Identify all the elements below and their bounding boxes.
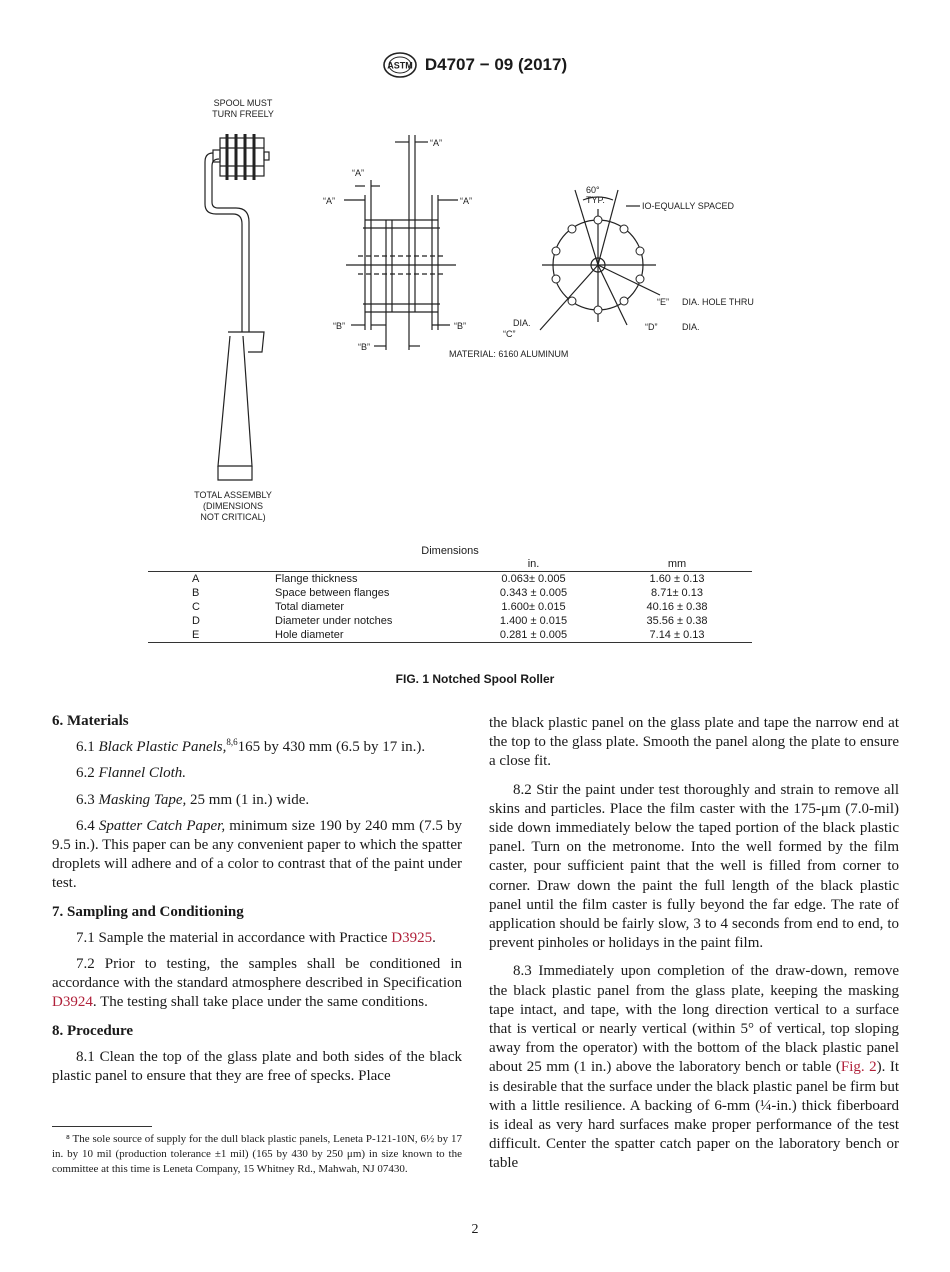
label-a-upper: “A” bbox=[352, 168, 364, 178]
label-b-bottom: “B” bbox=[358, 342, 370, 352]
para-8-1-cont: the black plastic panel on the glass plate and tape the narrow end at the top to the glass plate. Smooth the panel along the plate to ensure a close fit. bbox=[489, 715, 899, 770]
page-number: 2 bbox=[471, 1222, 479, 1237]
para-8-1: 8.1 Clean the top of the glass plate and both sides of the black plastic panel to ensure that they are free of specks. Place bbox=[52, 1048, 462, 1085]
link-fig-2[interactable]: Fig. 2 bbox=[840, 1059, 877, 1076]
col-in: in. bbox=[527, 558, 540, 570]
roller-assembly-drawing bbox=[205, 134, 269, 480]
col-mm: mm bbox=[667, 558, 687, 570]
designation: D4707 − 09 (2017) bbox=[424, 55, 568, 74]
label-c: “C” bbox=[503, 329, 516, 339]
spool-note-line2: TURN FREELY bbox=[212, 109, 274, 119]
para-7-2: 7.2 Prior to testing, the samples shall be conditioned in accordance with the standard atmosphere described in Specification D3924. The testing shall take place under the same conditions. bbox=[52, 956, 462, 1011]
spool-note-line1: SPOOL MUST bbox=[213, 98, 273, 108]
dia-hole-label: DIA. HOLE THRU bbox=[682, 297, 754, 307]
dimensions-table bbox=[148, 545, 752, 643]
dia-label-d: DIA. bbox=[682, 322, 700, 332]
para-6-3: 6.3 Masking Tape, 25 mm (1 in.) wide. bbox=[76, 791, 310, 808]
table-row: E Hole diameter 0.281 ± 0.005 7.14 ± 0.13 bbox=[148, 628, 752, 643]
left-column bbox=[52, 712, 462, 1086]
para-6-2: 6.2 Flannel Cloth. bbox=[76, 765, 186, 782]
table-row: A Flange thickness 0.063± 0.005 1.60 ± 0.13 bbox=[192, 573, 705, 585]
right-column bbox=[489, 714, 899, 1174]
label-a-right: “A” bbox=[460, 196, 472, 206]
assembly-note-line3: NOT CRITICAL) bbox=[200, 512, 266, 522]
label-b-left: “B” bbox=[333, 321, 345, 331]
table-row: D Diameter under notches 1.400 ± 0.015 35.56 ± 0.38 bbox=[192, 615, 708, 627]
table-header-row bbox=[148, 557, 752, 572]
dia-label-c: DIA. bbox=[513, 318, 531, 328]
assembly-note-line1: TOTAL ASSEMBLY bbox=[194, 490, 272, 500]
footnote: ⁸ The sole source of supply for the dull black plastic panels, Leneta P-121-10N, 6½ by 17 in. by 10 mil (production tolerance ±1 mil) (165 by 430 by 250 μm) in size known to the committee at this time is Leneta Company, 15 Whitney Rd., Mahwah, NJ 07430. bbox=[52, 1133, 462, 1175]
link-d3924[interactable]: D3924 bbox=[52, 994, 93, 1011]
section-7-title: 7. Sampling and Conditioning bbox=[52, 903, 244, 920]
assembly-note-line2: (DIMENSIONS bbox=[202, 501, 264, 511]
material-label: MATERIAL: 6160 ALUMINUM bbox=[449, 349, 569, 359]
angle-label-line1: 60° bbox=[586, 185, 600, 195]
dimensions-title: Dimensions bbox=[421, 545, 479, 557]
svg-text:ASTM: ASTM bbox=[387, 60, 413, 71]
table-row: B Space between flanges 0.343 ± 0.005 8.71± 0.13 bbox=[192, 587, 703, 599]
label-d: “D” bbox=[645, 322, 658, 332]
footnote-divider bbox=[52, 1126, 152, 1127]
para-7-1: 7.1 Sample the material in accordance with Practice D3925. bbox=[76, 929, 436, 946]
para-8-3: 8.3 Immediately upon completion of the draw-down, remove the black plastic panel from the glass plate, keeping the masking tape intact, and tape, with the long direction vertical to a surface that is vertical or nearly vertical (within 5° of vertical, top sloping away from the operator) with the bottom of the black plastic panel about 25 mm (1 in.) above the laboratory bench or table (Fig. 2). It is desirable that the surface under the black plastic panel be firm but with a little resilience. A backing of 6-mm (¼-in.) thick fiberboard is ideal as very hard surfaces make proper performance of the test difficult. Center the spatter catch paper on the laboratory bench or table bbox=[489, 963, 899, 1172]
section-6-title: 6. Materials bbox=[52, 713, 129, 729]
table-row: C Total diameter 1.600± 0.015 40.16 ± 0.38 bbox=[192, 601, 708, 613]
label-a-top: “A” bbox=[430, 138, 442, 148]
label-e: “E” bbox=[657, 297, 669, 307]
para-8-2: 8.2 Stir the paint under test thoroughly and strain to remove all skins and particles. Place the film caster with the 175-μm (7.0-mil) side down immediately below the taped portion of the black plastic panel. Turn on the metronome. Into the well formed by the film caster, pour sufficient paint that the well is filled from corner to corner. Draw down the paint the full length of the black plastic panel until the film caster is fully beyond the far edge. The rate of application should be fairly slow, 3 to 4 seconds from end to end, to prevent pinholes or holidays in the paint film. bbox=[489, 781, 899, 952]
link-d3925[interactable]: D3925 bbox=[391, 929, 433, 946]
para-6-1: 6.1 Black Plastic Panels,$^{8,6}$165 by 430 mm (6.5 by 17 in.). bbox=[76, 737, 426, 756]
section-8-title: 8. Procedure bbox=[52, 1022, 134, 1039]
label-b-right: “B” bbox=[454, 321, 466, 331]
figure-notched-spool-roller bbox=[0, 0, 950, 540]
para-6-4: 6.4 Spatter Catch Paper, minimum size 190 by 240 mm (7.5 by 9.5 in.). This paper can be any convenient paper to which the spatter droplets will adhere and of a color to contrast that of the paint under test. bbox=[52, 817, 463, 892]
angle-label-line2: TYP. bbox=[586, 195, 605, 205]
label-a-left: “A” bbox=[323, 196, 335, 206]
spacing-label: IO-EQUALLY SPACED bbox=[642, 201, 735, 211]
figure-caption: FIG. 1 Notched Spool Roller bbox=[395, 672, 555, 686]
figure-drawing bbox=[0, 0, 950, 540]
